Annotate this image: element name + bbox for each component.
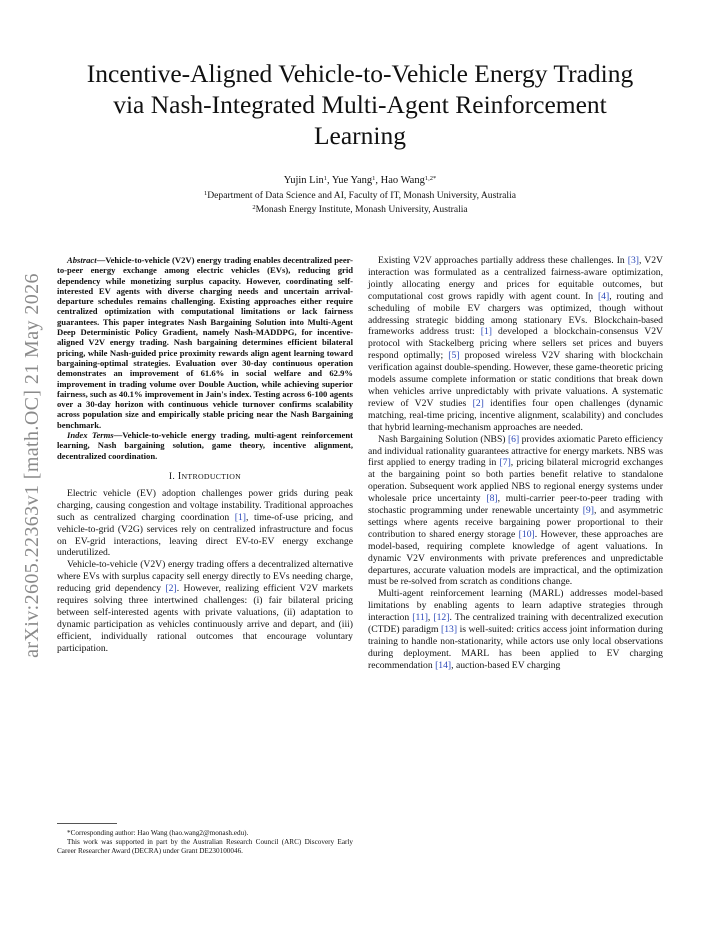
index-terms — [57, 430, 353, 461]
citation-link[interactable]: [7] — [499, 457, 511, 469]
section-initial: I — [177, 470, 182, 482]
citation-link[interactable]: [10] — [518, 528, 535, 540]
citation-link[interactable]: [8] — [486, 493, 498, 505]
index-terms-text: —Vehicle-to-vehicle energy trading, multi-agent reinforcement learning, Nash bargaining solution, game theory, incentive alignment, decentralized coordination. — [57, 430, 353, 461]
body-paragraph — [368, 434, 663, 589]
affiliation-2 — [80, 204, 640, 216]
body-paragraph — [368, 255, 663, 434]
funding-footnote: This work was supported in part by the Australian Research Council (ARC) Discovery Early Career Researcher Award (DECRA) under Grant DE230100046. — [57, 837, 353, 855]
affiliation-text: Monash Energy Institute, Monash University, Australia — [255, 204, 468, 215]
paragraph-text: Electric vehicle (EV) adoption challenges power grids during peak charging, causing congestion and voltage instability. Traditional approaches such as centralized charging coordination — [57, 487, 353, 523]
paragraph-text: provides axiomatic Pareto efficiency and individual rationality guarantees attractive for energy markets. NBS was first applied to energy trading in — [368, 433, 664, 469]
citation-link[interactable]: [2] — [165, 583, 177, 595]
citation-link[interactable]: [4] — [597, 290, 610, 302]
citation-link[interactable]: [2] — [472, 397, 484, 409]
right-column — [368, 255, 663, 672]
paragraph-text: , time-of-use pricing, and vehicle-to-grid (V2G) services rely on centralized infrastructure and focus on EV-grid interactions, leaving direct EV-to-EV energy exchange underutilized. — [57, 511, 353, 559]
paragraph-text: proposed wireless V2V sharing with blockchain verification against double-spending. However, these game-theoretic pricing models assume complete information or static conditions that break down when vehicles arrive unpredictably with private valuations. A systematic review of V2V studies — [368, 350, 663, 409]
citation-link[interactable]: [12] — [433, 612, 450, 624]
paragraph-text: is well-suited: critics access joint information during training to handle non-stationarity, while actors use only local observations during deployment. MARL has been applied to EV charging recommendation — [368, 624, 663, 671]
affiliation-text: Department of Data Science and AI, Faculty of IT, Monash University, Australia — [207, 190, 517, 201]
paragraph-text: , V2V interaction was formulated as a centralized fairness-aware optimization, jointly allocating energy and prices for equitable outcomes, but computational cost grows rapidly with agent count. In — [368, 255, 663, 302]
paper-title: Incentive-Aligned Vehicle-to-Vehicle Energy Trading via Nash-Integrated Multi-Agent Reinforcement Learning — [86, 59, 634, 150]
abstract-label: Abstract — [67, 255, 97, 265]
abstract — [57, 255, 353, 430]
left-column — [57, 255, 353, 655]
section-heading-introduction — [57, 471, 353, 482]
paragraph-text: . The centralized training with decentralized execution (CTDE) paradigm — [368, 612, 664, 636]
corresponding-author-footnote: *Corresponding author: Hao Wang (hao.wang2@monash.edu). — [67, 829, 249, 837]
citation-link[interactable]: [13] — [440, 624, 458, 636]
author-affiliation-mark: 1,2* — [424, 175, 437, 182]
citation-link[interactable]: [1] — [234, 511, 246, 523]
paragraph-text: , multi-carrier peer-to-peer trading with stochastic programming under renewable uncertainty — [368, 493, 663, 517]
author-name: Hao Wang — [380, 175, 425, 186]
citation-link[interactable]: [9] — [582, 505, 594, 517]
section-numeral: I. — [168, 470, 176, 482]
author-list: Yujin Lin$^1$, Yue Yang$^1$, Hao Wang$^{1,2*}$ — [283, 175, 437, 186]
paragraph-text: , — [427, 612, 434, 624]
paragraph-text: . However, realizing efficient V2V markets requires solving three intertwined challenges: (i) fair bilateral pricing between self-interested agents with private valuations, (ii) adaptation to dynamic participation as vehicles continuously arrive and depart, and (iii) efficient, individually rational outcomes that encourage voluntary participation. — [57, 583, 353, 654]
paragraph-text: , auction-based EV charging — [451, 659, 561, 671]
introduction-body-left — [57, 488, 353, 655]
abstract-text: —Vehicle-to-vehicle (V2V) energy trading enables decentralized peer-to-peer energy exchange among electric vehicles (EVs), reducing grid dependency while monetizing surplus capacity. However, coordinating self-interested EV agents with diverse charging needs and uncertain arrival-departure schedules remains challenging. Existing approaches either require centralized optimization with computational limitations or lack fairness guarantees. This paper integrates Nash Bargaining Solution into Multi-Agent Deep Deterministic Policy Gradient, namely Nash-MADDPG, for incentive-aligned V2V energy trading. Nash bargaining determines efficient bilateral pricing, while Nash-guided price proximity rewards align agent learning toward bargaining-optimal strategies. Evaluation over 30-day continuous operation demonstrates an improvement of 61.6% in social welfare and 62.9% improvement in trading volume over Double Auction, while achieving superior fairness, such as 40.1% improvement in Jain's index. Testing across 6-100 agents over a 30-day horizon with continuous vehicle turnover confirms scalability across population size and empirically stable pricing near the Nash Bargaining benchmark. — [57, 255, 353, 430]
paragraph-text: , pricing bilateral microgrid exchanges at the bargaining point so both parties benefit relative to standalone operation. Subsequent work applied NBS to regional energy systems under wholesale price uncertainty — [368, 457, 663, 505]
citation-link[interactable]: [3] — [627, 255, 640, 266]
body-paragraph — [57, 559, 353, 654]
paragraph-text: developed a blockchain-consensus V2V protocol with Stackelberg pricing where sellers set prices and buyers respond optimally; — [368, 326, 664, 362]
citation-link[interactable]: [1] — [480, 326, 492, 338]
body-paragraph — [368, 588, 663, 671]
affiliation-mark: 1 — [203, 190, 208, 197]
citation-link[interactable]: [14] — [435, 659, 452, 671]
body-paragraph — [57, 488, 353, 559]
author-affiliation-mark: 1 — [372, 175, 376, 182]
paragraph-text: . However, these approaches are model-based, requiring complete knowledge of agent valuations. In dynamic V2V environments with private preferences and unpredictable departures, accurate valuation models are impractical, and the optimization must be re-solved from scratch as conditions change. — [368, 528, 663, 588]
footnote-divider — [57, 823, 117, 824]
arxiv-identifier-sidebar — [12, 240, 52, 690]
affiliation-mark: 2 — [252, 204, 256, 211]
paragraph-text: Vehicle-to-vehicle (V2V) energy trading offers a decentralized alternative where EVs with surplus capacity sell energy directly to EVs needing charge, reducing grid dependency — [57, 559, 353, 595]
paragraph-text: Multi-agent reinforcement learning (MARL) addresses model-based limitations by enabling agents to learn adaptive strategies through interaction — [368, 588, 663, 624]
paragraph-text: Existing V2V approaches partially address these challenges. In — [378, 255, 628, 266]
citation-link[interactable]: [6] — [507, 433, 520, 445]
author-affiliation-mark: 1 — [323, 175, 328, 182]
introduction-body-right — [368, 255, 663, 672]
index-terms-label: Index Terms — [67, 430, 114, 441]
affiliation-1 — [80, 190, 640, 202]
paragraph-text: , and asymmetric settings where agents receive bargaining power proportional to their contribution to shared energy storage — [368, 505, 663, 540]
paragraph-text: Nash Bargaining Solution (NBS) — [378, 433, 508, 445]
footnotes — [57, 829, 353, 855]
author-name: Yujin Lin — [283, 175, 324, 186]
arxiv-identifier: arXiv:2605.22363v1 [math.OC] 21 May 2026 — [20, 272, 43, 658]
citation-link[interactable]: [5] — [448, 350, 460, 362]
citation-link[interactable]: [11] — [412, 612, 428, 624]
paragraph-text: , routing and scheduling of mobile EV chargers was optimized, though without addressing strategic bidding among stationary EVs. Blockchain-based frameworks address trust: — [368, 290, 664, 338]
author-name: Yue Yang — [331, 175, 373, 186]
section-title-rest: NTRODUCTION — [181, 471, 242, 481]
paragraph-text: identifies four open challenges (dynamic matching, real-time pricing, incentive alignment, scalability) and concludes that hybrid learning-mechanism approaches are needed. — [368, 397, 663, 433]
